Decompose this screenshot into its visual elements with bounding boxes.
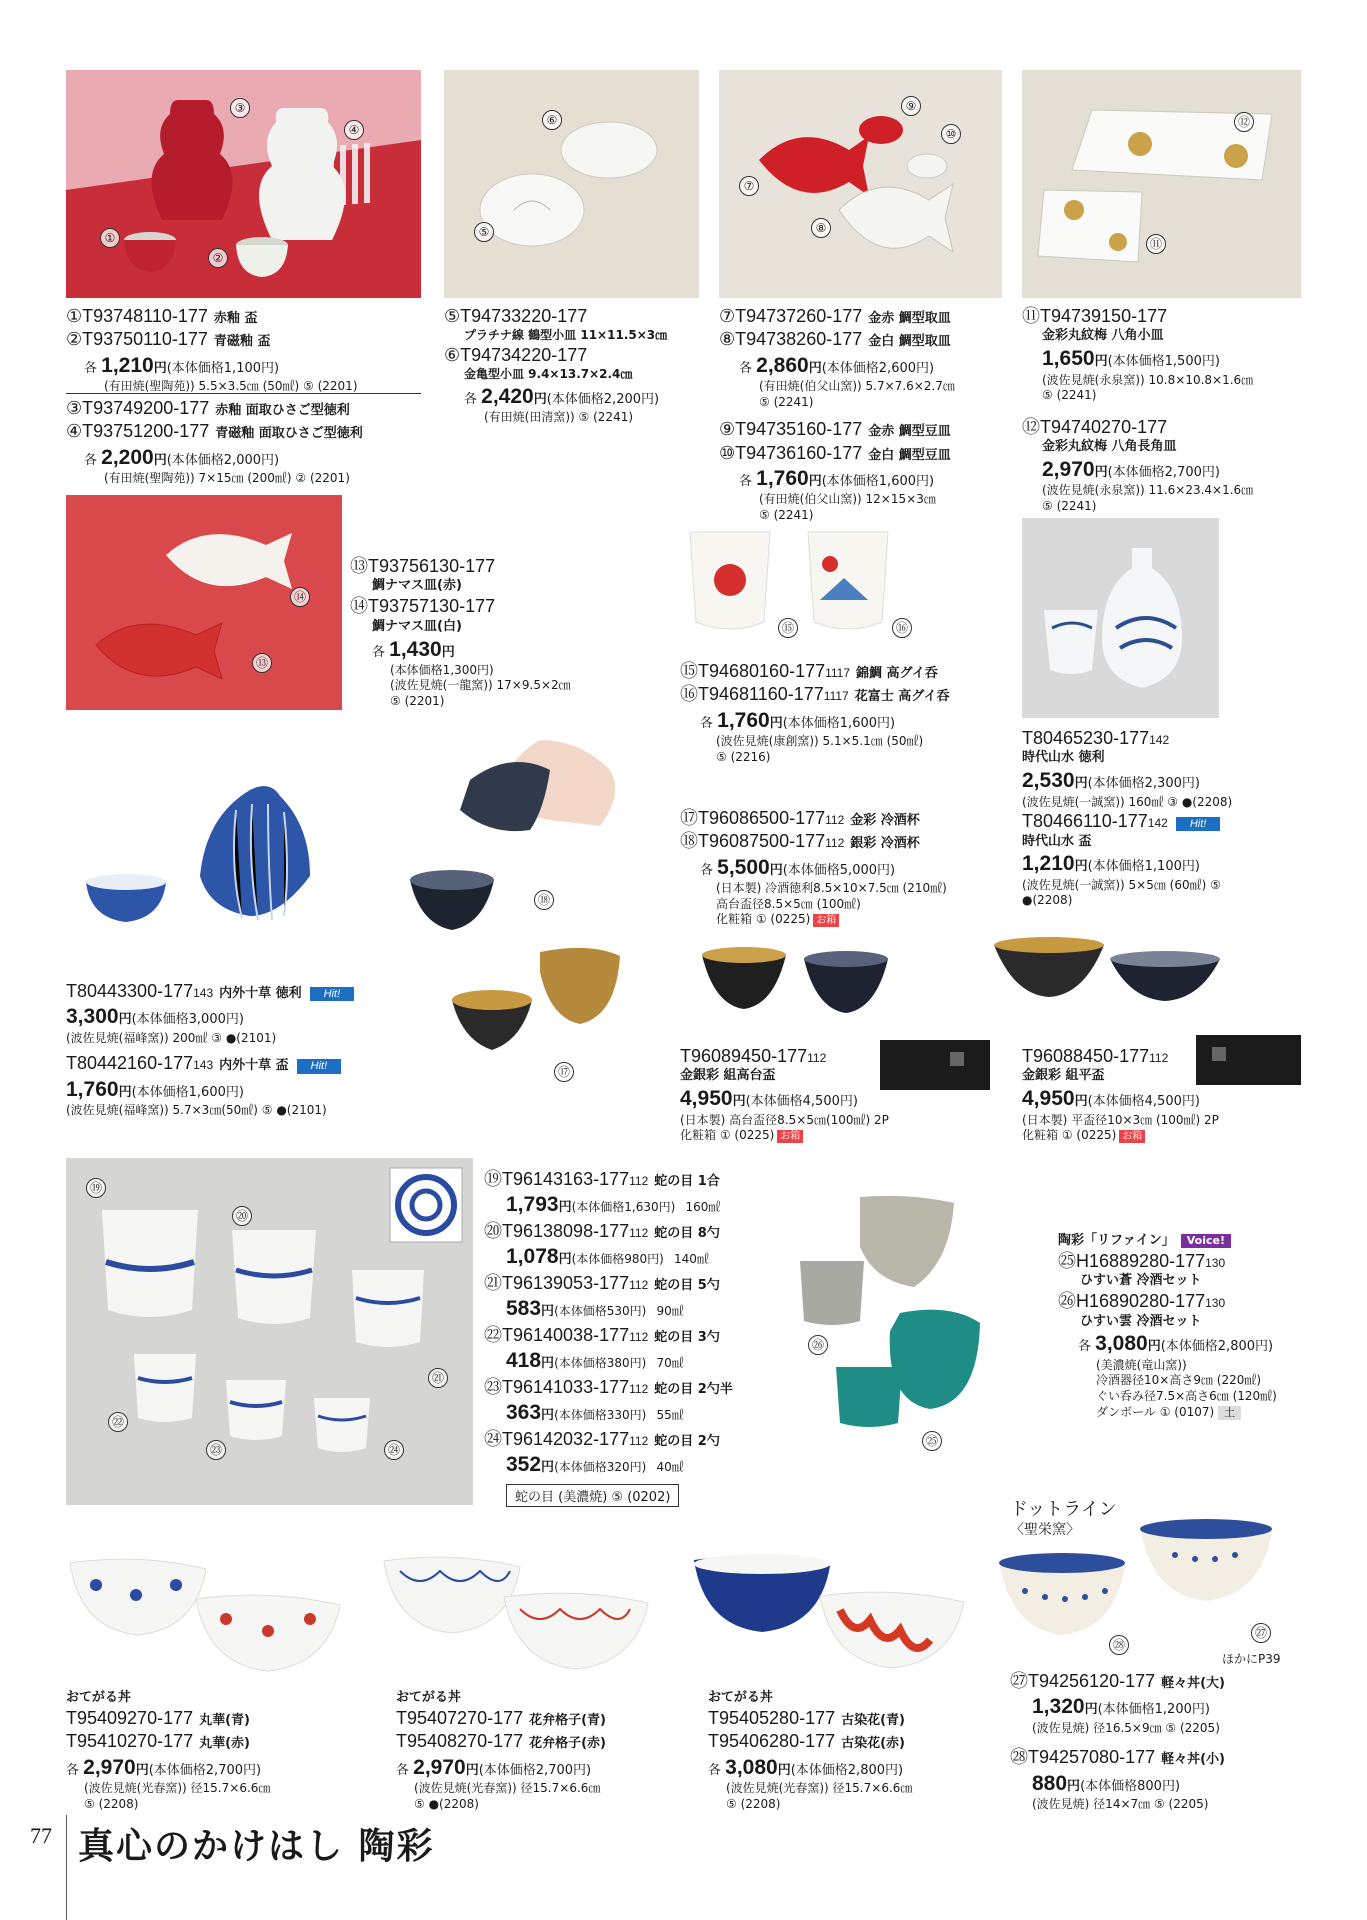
product-name: 時代山水 盃 [1022, 833, 1092, 849]
photo-gold-silver-flat-cups [990, 935, 1235, 1025]
price: 各 1,210円(本体価格1,100円) [84, 353, 280, 377]
product-code: ⑧T94738260-177 金白 鯛型取皿 [719, 329, 951, 350]
price: 2,970円(本体価格2,700円) [1042, 458, 1220, 482]
price: 各 5,500円(本体価格5,000円) [700, 855, 896, 879]
product-name: 金彩丸紋梅 八角長角皿 [1042, 439, 1177, 455]
spec: ⑤ (2241) [759, 394, 814, 409]
product-code: ⑯T94681160-1771117 花富士 高グイ呑 [680, 684, 950, 705]
photo-blue-landscape-sake-set [1022, 518, 1219, 718]
price: 4,950円(本体価格4,500円) [1022, 1087, 1200, 1111]
spec: (波佐見焼(光春窯)) 径15.7×6.6㎝ [414, 1780, 601, 1795]
item-number-marker: ㉘ [1109, 1635, 1129, 1655]
photo-janome-cups [66, 1158, 473, 1505]
item-number-marker: ⑱ [534, 890, 554, 910]
product-code: ③T93749200-177 赤釉 面取ひさご型徳利 [66, 398, 350, 418]
spec: ⑤ (2208) [84, 1796, 139, 1811]
caption-p13 [1058, 1233, 1338, 1420]
price: 各 1,430円 [372, 637, 455, 661]
spec: (日本製) 高台盃径8.5×5㎝(100㎖) 2P [680, 1112, 889, 1127]
caption-p17 [708, 1690, 1008, 1812]
item-number-marker: ⑫ [1234, 112, 1254, 132]
caption-p11 [1022, 1045, 1322, 1144]
janome-row: ㉓T96141033-177112 蛇の目 2勺半 363円(本体価格330円) 55㎖ [484, 1377, 733, 1425]
item-number-marker: ⑥ [542, 110, 562, 130]
product-code: T95406280-177 古染花(赤) [708, 1731, 905, 1752]
price: 2,530円(本体価格2,300円) [1022, 769, 1200, 793]
item-number-marker: ⑰ [554, 1062, 574, 1082]
spec: ⑤ (2216) [716, 749, 771, 764]
spec: ●(2208) [1022, 893, 1073, 908]
spec: (波佐見焼(光春窯)) 径15.7×6.6㎝ [726, 1780, 913, 1795]
product-code: ⑤T94733220-177 [444, 306, 588, 326]
series-name: 陶彩「リファイン」 Voice! [1058, 1233, 1338, 1250]
product-code: ⑪T94739150-177 [1022, 306, 1168, 326]
spec: (波佐見焼(永泉窯)) 11.6×23.4×1.6㎝ [1042, 483, 1254, 498]
item-number-marker: ⑳ [232, 1206, 252, 1226]
product-name: 鯛ナマス皿(赤) [372, 578, 462, 594]
gift-box-tag: お箱 [1119, 1130, 1145, 1143]
spec: (波佐見焼) 径16.5×9㎝ ⑤ (2205) [1032, 1720, 1220, 1735]
gift-box-tag: お箱 [777, 1130, 803, 1143]
photo-sea-bream-plates [719, 70, 1002, 298]
janome-row: ⑲T96143163-177112 蛇の目 1合 1,793円(本体価格1,630円) 160㎖ [484, 1169, 721, 1217]
janome-row: ㉔T96142032-177112 蛇の目 2勺 352円(本体価格320円) 40㎖ [484, 1429, 720, 1477]
product-code: ④T93751200-177 青磁釉 面取ひさご型徳利 [66, 421, 363, 442]
spec: ⑤ (2201) [390, 694, 445, 709]
caption-p14 [1010, 1670, 1310, 1813]
spec: ⑤ (2241) [1042, 388, 1097, 403]
product-code: ㉕H16889280-177130 [1058, 1250, 1226, 1271]
spec: (本体価格1,300円) [390, 662, 494, 677]
spec: (波佐見焼) 径14×7㎝ ⑤ (2205) [1032, 1796, 1209, 1811]
spec: (有田焼(聖陶苑)) 7×15㎝ (200㎖) ② (2201) [104, 471, 350, 486]
item-number-marker: ⑲ [86, 1178, 106, 1198]
photo-platinum-plates [444, 70, 699, 298]
spec: ⑤ (2241) [1042, 498, 1097, 513]
caption-p7 [1022, 727, 1322, 909]
price: 1,650円(本体価格1,500円) [1042, 347, 1220, 371]
voice-badge: Voice! [1181, 1234, 1231, 1248]
caption-p10 [680, 1045, 1000, 1144]
spec: 冷酒器径10×高さ9㎝ (220㎖) [1096, 1373, 1262, 1388]
price: 4,950円(本体価格4,500円) [680, 1087, 858, 1111]
photo-blue-stripe-sake-set [66, 770, 336, 945]
item-number-marker: ⑦ [739, 176, 759, 196]
item-number-marker: ⑮ [778, 618, 798, 638]
caption-p1b [66, 397, 426, 487]
product-code: ⑫T94740270-177 [1022, 416, 1168, 437]
product-name: 時代山水 徳利 [1022, 750, 1105, 766]
product-code: ⑱T96087500-177112 銀彩 冷酒杯 [680, 831, 920, 852]
photo-refine-sake-set [790, 1185, 990, 1460]
price: 1,210円(本体価格1,100円) [1022, 852, 1200, 876]
price: 各 1,760円(本体価格1,600円) [739, 467, 935, 491]
price: 3,300円(本体価格3,000円) [66, 1005, 244, 1029]
brand-logo: 真心のかけはし 陶彩 [78, 1825, 435, 1867]
spec: (有田焼(伯父山窯)) 12×15×3㎝ [759, 492, 936, 507]
dot-line-heading [1010, 1498, 1117, 1540]
caption-p2 [444, 305, 714, 426]
photo-lattice-bowls [380, 1555, 660, 1685]
caption-p12 [484, 1168, 784, 1480]
spec: (日本製) 平盃径10×3㎝ (100㎖) 2P [1022, 1112, 1219, 1127]
price: 各 2,200円(本体価格2,000円) [84, 445, 280, 469]
spec: (有田焼(田清窯)) ⑤ (2241) [484, 410, 634, 425]
caption-p16 [396, 1690, 706, 1812]
item-number-marker: ① [100, 228, 120, 248]
item-number-marker: ㉒ [108, 1412, 128, 1432]
product-code: T95407270-177 花弁格子(青) [396, 1707, 606, 1728]
price: 各 2,970円(本体価格2,700円) [396, 1755, 592, 1779]
spec: ⑤ ●(2208) [414, 1796, 479, 1811]
hit-badge: Hit! [1176, 817, 1221, 831]
caption-p3 [719, 305, 1009, 524]
item-number-marker: ㉖ [808, 1335, 828, 1355]
item-number-marker: ② [208, 248, 228, 268]
price: 各 3,080円(本体価格2,800円) [1078, 1332, 1274, 1356]
item-number-marker: ④ [344, 120, 364, 140]
janome-row: ⑳T96138098-177112 蛇の目 8勺 1,078円(本体価格980円) 140㎖ [484, 1221, 720, 1269]
spec: ⑤ (2241) [759, 507, 814, 522]
price: 各 3,080円(本体価格2,800円) [708, 1755, 904, 1779]
item-number-marker: ③ [230, 98, 250, 118]
spec: (波佐見焼(一龍窯)) 17×9.5×2㎝ [390, 678, 571, 693]
product-code: ⑬T93756130-177 [350, 556, 496, 576]
caption-p6 [680, 660, 1000, 765]
product-name: ひすい蒼 冷酒セット [1080, 1273, 1202, 1289]
series-title: ドットライン [1010, 1499, 1117, 1520]
product-name: 金彩丸紋梅 八角小皿 [1042, 328, 1164, 344]
item-number-marker: ⑤ [474, 222, 494, 242]
price: 各 2,860円(本体価格2,600円) [739, 353, 935, 377]
spec: ぐい呑み径7.5×高さ6㎝ (120㎖) [1096, 1388, 1277, 1403]
spec: ダンボール ① (0107) 土 [1058, 1405, 1338, 1421]
product-name: 金銀彩 組平盃 [1022, 1068, 1105, 1084]
product-name: 金亀型小皿 9.4×13.7×2.4㎝ [464, 367, 633, 382]
product-code: T95410270-177 丸華(赤) [66, 1731, 250, 1752]
item-number-marker: ㉑ [428, 1368, 448, 1388]
photo-fish-namasu-plates [66, 495, 342, 710]
spec: ⑤ (2208) [726, 1796, 781, 1811]
caption-p15 [66, 1690, 376, 1812]
product-code: T95409270-177 丸華(青) [66, 1707, 250, 1728]
item-number-marker: ⑩ [941, 124, 961, 144]
hit-badge: Hit! [310, 987, 355, 1001]
spec: (日本製) 冷酒徳利8.5×10×7.5㎝ (210㎖) [716, 881, 947, 896]
photo-gold-plum-plates [1022, 70, 1301, 298]
caption-p4 [1022, 305, 1322, 515]
janome-footer: 蛇の目 (美濃焼) ⑤ (0202) [506, 1484, 679, 1507]
photo-tall-cups [680, 520, 920, 645]
janome-row: ㉑T96139053-177112 蛇の目 5勺 583円(本体価格530円) 90㎖ [484, 1273, 720, 1321]
photo-gold-silver-cup-pair [680, 945, 925, 1045]
product-code: T80442160-177143 内外十草 盃 Hit! [66, 1052, 406, 1075]
page-number: 77 [30, 1823, 52, 1848]
product-code: ⑨T94735160-177 金赤 鯛型豆皿 [719, 419, 951, 440]
product-code: ⑮T94680160-1771117 錦鯛 高グイ呑 [680, 661, 938, 681]
spec: (波佐見焼(福峰窯)) 200㎖ ③ ●(2101) [66, 1030, 277, 1045]
product-code: ②T93750110-177 青磁釉 盃 [66, 329, 271, 350]
product-name: ひすい雲 冷酒セット [1080, 1313, 1202, 1329]
series-name: おてがる丼 [66, 1690, 131, 1705]
price: 各 1,760円(本体価格1,600円) [700, 708, 896, 732]
price: 880円(本体価格800円) [1032, 1771, 1181, 1795]
price: 1,760円(本体価格1,600円) [66, 1077, 244, 1101]
spec: (波佐見焼(一誠窯)) 160㎖ ③ ●(2208) [1022, 794, 1233, 809]
soil-tag: 土 [1218, 1406, 1241, 1420]
product-code: T80443300-177143 内外十草 徳利 Hit! [66, 980, 406, 1003]
item-number-marker: ⑬ [252, 653, 272, 673]
photo-gold-silver-sake [400, 740, 665, 1085]
caption-p9 [680, 807, 1000, 928]
product-code: ①T93748110-177 赤釉 盃 [66, 306, 258, 326]
caption-p8 [66, 980, 406, 1119]
product-code: T96089450-177112 [680, 1046, 827, 1066]
spec: 化粧箱 ① (0225) お箱 [1022, 1128, 1322, 1144]
spec: (有田焼(聖陶苑)) 5.5×3.5㎝ (50㎖) ⑤ (2201) [104, 379, 358, 394]
product-code: ⑭T93757130-177 [350, 596, 496, 617]
price: 各 2,970円(本体価格2,700円) [66, 1755, 262, 1779]
product-code: T95408270-177 花弁格子(赤) [396, 1731, 606, 1752]
photo-round-flower-bowls [66, 1555, 346, 1685]
product-code: ㉖H16890280-177130 [1058, 1291, 1226, 1312]
product-code: ㉘T94257080-177 軽々丼(小) [1010, 1747, 1225, 1768]
product-code: ⑦T94737260-177 金赤 鯛型取皿 [719, 306, 951, 326]
spec: (波佐見焼(光春窯)) 径15.7×6.6㎝ [84, 1780, 271, 1795]
product-code: ⑩T94736160-177 金白 鯛型豆皿 [719, 442, 951, 463]
janome-row: ㉒T96140038-177112 蛇の目 3勺 418円(本体価格380円) 70㎖ [484, 1325, 720, 1373]
divider [66, 393, 421, 394]
item-number-marker: ㉓ [206, 1440, 226, 1460]
price: 各 2,420円(本体価格2,200円) [464, 384, 660, 408]
photo-old-dyed-flower-bowls [690, 1550, 970, 1685]
spec: (波佐見焼(福峰窯)) 5.7×3㎝(50㎖) ⑤ ●(2101) [66, 1102, 327, 1117]
item-number-marker: ⑨ [901, 96, 921, 116]
product-code: T96088450-177112 [1022, 1046, 1169, 1066]
product-name: 鯛ナマス皿(白) [372, 618, 462, 634]
product-name: プラチナ線 鶴型小皿 11×11.5×3㎝ [464, 328, 668, 343]
series-kiln: 〈聖栄窯〉 [1010, 1522, 1080, 1539]
price: 1,320円(本体価格1,200円) [1032, 1695, 1210, 1719]
item-number-marker: ⑭ [290, 587, 310, 607]
spec: 高台盃径8.5×5㎝ (100㎖) [716, 896, 861, 911]
caption-p5 [350, 555, 630, 710]
see-also-note: ほかにP39 [1222, 1652, 1281, 1666]
caption-p1 [66, 305, 426, 395]
item-number-marker: ⑪ [1146, 234, 1166, 254]
spec: 化粧箱 ① (0225) お箱 [680, 912, 1000, 928]
hit-badge: Hit! [297, 1059, 342, 1073]
spec: (美濃焼(竜山窯)) [1096, 1357, 1187, 1372]
spec: (波佐見焼(一誠窯)) 5×5㎝ (60㎖) ⑤ [1022, 877, 1221, 892]
series-name: おてがる丼 [708, 1690, 773, 1705]
product-code: T95405280-177 古染花(青) [708, 1707, 905, 1728]
item-number-marker: ㉕ [922, 1431, 942, 1451]
product-code: ⑥T94734220-177 [444, 344, 588, 365]
series-name: おてがる丼 [396, 1690, 461, 1705]
item-number-marker: ⑯ [892, 618, 912, 638]
footer-divider [66, 1815, 67, 1920]
product-name: 金銀彩 組高台盃 [680, 1068, 776, 1084]
item-number-marker: ⑧ [811, 218, 831, 238]
spec: (有田焼(伯父山窯)) 5.7×7.6×2.7㎝ [759, 379, 955, 394]
product-code: ㉗T94256120-177 軽々丼(大) [1010, 1671, 1225, 1691]
gift-box-tag: お箱 [813, 914, 839, 927]
product-code: T80465230-177142 [1022, 728, 1170, 748]
spec: 化粧箱 ① (0225) お箱 [680, 1128, 1000, 1144]
photo-sake-set-red-celadon [66, 70, 421, 298]
spec: (波佐見焼(康創窯)) 5.1×5.1㎝ (50㎖) [716, 734, 924, 749]
spec: (波佐見焼(永泉窯)) 10.8×10.8×1.6㎝ [1042, 372, 1254, 387]
item-number-marker: ㉔ [384, 1440, 404, 1460]
product-code: ⑰T96086500-177112 金彩 冷酒杯 [680, 808, 920, 828]
item-number-marker: ㉗ [1251, 1623, 1271, 1643]
product-code: T80466110-177142 Hit! [1022, 810, 1322, 833]
